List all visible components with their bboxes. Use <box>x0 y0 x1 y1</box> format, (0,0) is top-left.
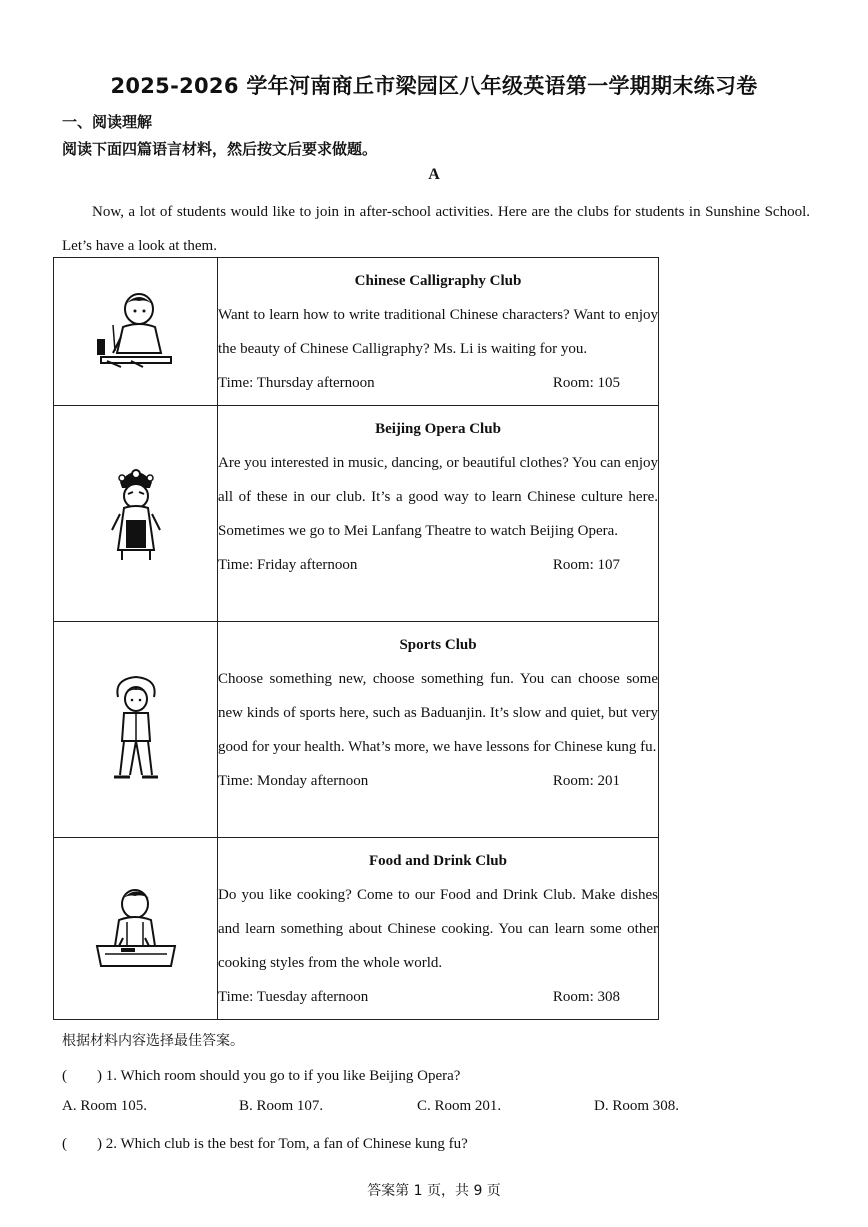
reading-instruction: 阅读下面四篇语言材料，然后按文后要求做题。 <box>62 140 378 158</box>
baduanjin-child-icon <box>106 675 166 785</box>
club-image-cell <box>54 258 218 406</box>
club-description: Do you like cooking? Come to our Food and Drink Club. Make dishes and learn something about Chinese cooking. You can learn some other cooking styles from the whole world. <box>218 887 658 971</box>
opera-performer-icon <box>106 464 166 564</box>
question-2: ( ) 2. Which club is the best for Tom, a fan of Chinese kung fu? <box>62 1136 468 1152</box>
option-b[interactable]: B. Room 107. <box>239 1098 324 1114</box>
page-footer: 答案第 1 页，共 9 页 <box>367 1183 501 1199</box>
option-d[interactable]: D. Room 308. <box>594 1098 680 1114</box>
club-info-cell <box>218 622 659 838</box>
club-info-cell <box>218 258 659 406</box>
page-title: 2025-2026 学年河南商丘市梁园区八年级英语第一学期期末练习卷 <box>110 74 758 98</box>
passage-intro: Now, a lot of students would like to join in after-school activities. Here are the clubs for students in Sunshine School. Let’s have a look at them. <box>62 204 810 254</box>
club-time: Time: Thursday afternoon <box>218 375 375 391</box>
club-time: Time: Monday afternoon <box>218 773 369 789</box>
club-info-cell <box>218 838 659 1020</box>
club-image-cell <box>54 622 218 838</box>
club-name: Sports Club <box>399 637 477 653</box>
club-room: Room: 107 <box>552 557 620 573</box>
question-instruction: 根据材料内容选择最佳答案。 <box>62 1033 244 1049</box>
club-name: Beijing Opera Club <box>375 421 501 437</box>
clubs-table <box>53 257 659 1020</box>
club-description: Want to learn how to write traditional Chinese characters? Want to enjoy the beauty of Chinese Calligraphy? Ms. Li is waiting for you. <box>218 307 658 357</box>
club-row <box>54 622 659 838</box>
club-time: Time: Friday afternoon <box>218 557 358 573</box>
club-image-cell <box>54 406 218 622</box>
club-room: Room: 308 <box>552 989 620 1005</box>
section-heading: 一、阅读理解 <box>62 113 153 131</box>
club-description: Are you interested in music, dancing, or beautiful clothes? You can enjoy all of these in our club. It’s a good way to learn Chinese culture here. Sometimes we go to Mei Lanfang Theatre to watch Beijing Opera. <box>218 455 658 539</box>
club-room: Room: 105 <box>552 375 620 391</box>
cooking-child-icon <box>91 884 181 974</box>
calligraphy-child-icon <box>91 287 181 377</box>
club-image-cell <box>54 838 218 1020</box>
club-name: Food and Drink Club <box>369 853 507 869</box>
club-room: Room: 201 <box>552 773 620 789</box>
option-c[interactable]: C. Room 201. <box>417 1098 502 1114</box>
passage-label: A <box>428 166 440 183</box>
club-description: Choose something new, choose something fun. You can choose some new kinds of sports here, such as Baduanjin. It’s slow and quiet, but very good for your health. What’s more, we have lessons for Chinese kung fu. <box>218 671 658 755</box>
question-1: ( ) 1. Which room should you go to if you like Beijing Opera? <box>62 1068 461 1084</box>
option-a[interactable]: A. Room 105. <box>62 1098 148 1114</box>
club-name: Chinese Calligraphy Club <box>354 273 522 289</box>
club-time: Time: Tuesday afternoon <box>218 989 369 1005</box>
club-row <box>54 406 659 622</box>
club-info-cell <box>218 406 659 622</box>
club-row <box>54 258 659 406</box>
club-row <box>54 838 659 1020</box>
